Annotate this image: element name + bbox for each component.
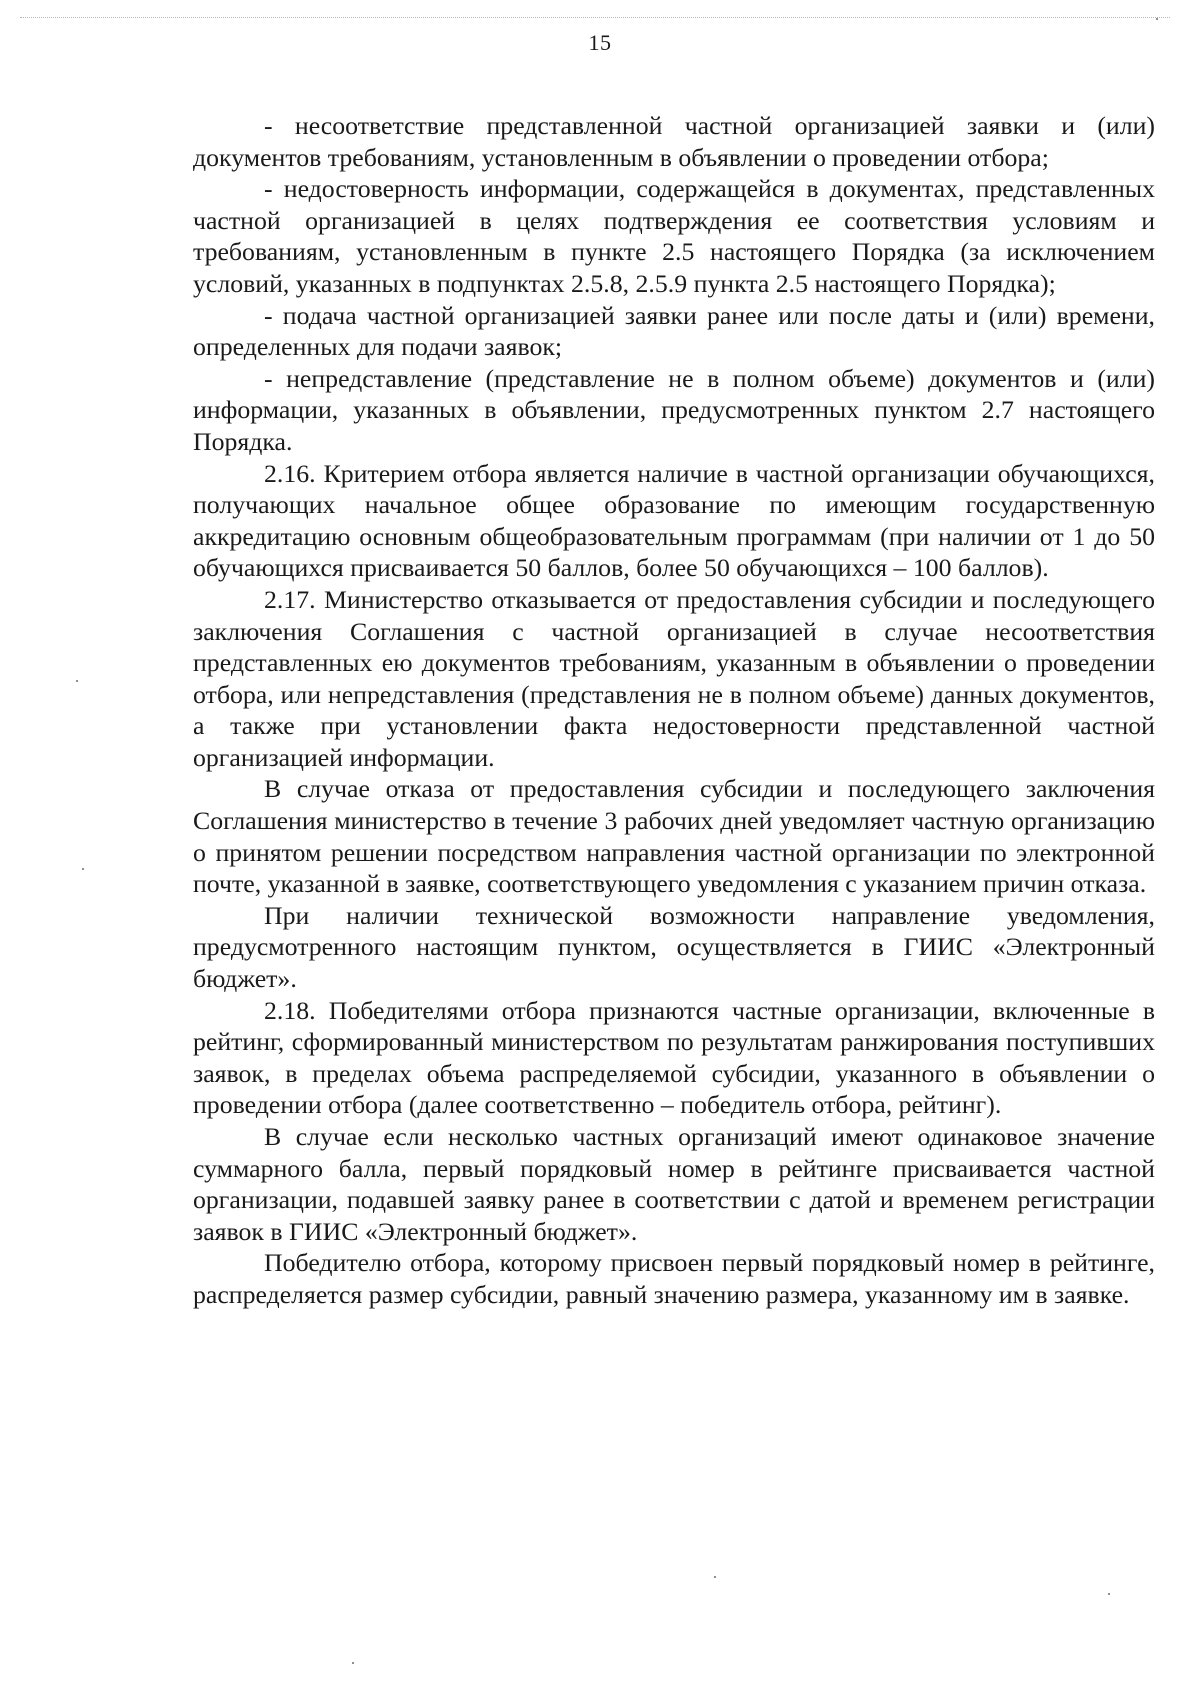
page-number: 15: [588, 30, 612, 55]
paragraph-section-2-18: 2.18. Победителями отбора признаются частные организации, включенные в рейтинг, сформированный министерством по результатам ранжирования поступивших заявок, в пределах объема распределяемой субсидии, указанного в объявлении о проведении отбора (далее соответственно – победитель отбора, рейтинг).: [193, 995, 1155, 1120]
paragraph-item: - несоответствие представленной частной организацией заявки и (или) документов требованиям, установленным в объявлении о проведении отбора;: [193, 111, 1155, 172]
paragraph-section-2-16: 2.16. Критерием отбора является наличие в частной организации обучающихся, получающих начальное общее образование по имеющим государственную аккредитацию основным общеобразовательным программам (при наличии от 1 до 50 обучающихся присваивается 50 баллов, более 50 обучающихся – 100 баллов).: [193, 458, 1155, 583]
scan-artifact-line: [20, 17, 1170, 18]
scan-speck: [1108, 1593, 1110, 1595]
scan-speck: [352, 1662, 354, 1664]
paragraph-section-2-17: 2.17. Министерство отказывается от предоставления субсидии и последующего заключения Соглашения с частной организацией в случае несоответствия представленных ею документов требованиям, указанным в объявлении о проведении отбора, или непредставления (представления не в полном объеме) данных документов, а также при установлении факта недостоверности представленной частной организацией информации.: [193, 584, 1155, 772]
scan-speck: [82, 868, 84, 870]
paragraph-item: Победителю отбора, которому присвоен первый порядковый номер в рейтинге, распределяется размер субсидии, равный значению размера, указанному им в заявке.: [193, 1248, 1155, 1309]
document-body: [193, 110, 1155, 1311]
paragraph-item: - недостоверность информации, содержащейся в документах, представленных частной организацией в целях подтверждения ее соответствия условиям и требованиям, установленным в пункте 2.5 настоящего Порядка (за исключением условий, указанных в подпунктах 2.5.8, 2.5.9 пункта 2.5 настоящего Порядка);: [193, 174, 1155, 298]
scan-speck: [1156, 18, 1158, 20]
paragraph-item: В случае отказа от предоставления субсидии и последующего заключения Соглашения министерство в течение 3 рабочих дней уведомляет частную организацию о принятом решении посредством направления частной организации по электронной почте, указанной в заявке, соответствующего уведомления с указанием причин отказа.: [193, 774, 1155, 899]
paragraph-item: При наличии технической возможности направление уведомления, предусмотренного настоящим пунктом, осуществляется в ГИИС «Электронный бюджет».: [193, 900, 1155, 994]
paragraph-item: В случае если несколько частных организаций имеют одинаковое значение суммарного балла, первый порядковый номер в рейтинге присваивается частной организации, подавшей заявку ранее в соответствии с датой и временем регистрации заявок в ГИИС «Электронный бюджет».: [193, 1122, 1155, 1246]
paragraph-item: - непредставление (представление не в полном объеме) документов и (или) информации, указанных в объявлении, предусмотренных пунктом 2.7 настоящего Порядка.: [193, 363, 1155, 456]
paragraph-item: - подача частной организацией заявки ранее или после даты и (или) времени, определенных для подачи заявок;: [193, 300, 1155, 362]
scan-speck: [76, 680, 78, 682]
scan-speck: [714, 1576, 716, 1578]
